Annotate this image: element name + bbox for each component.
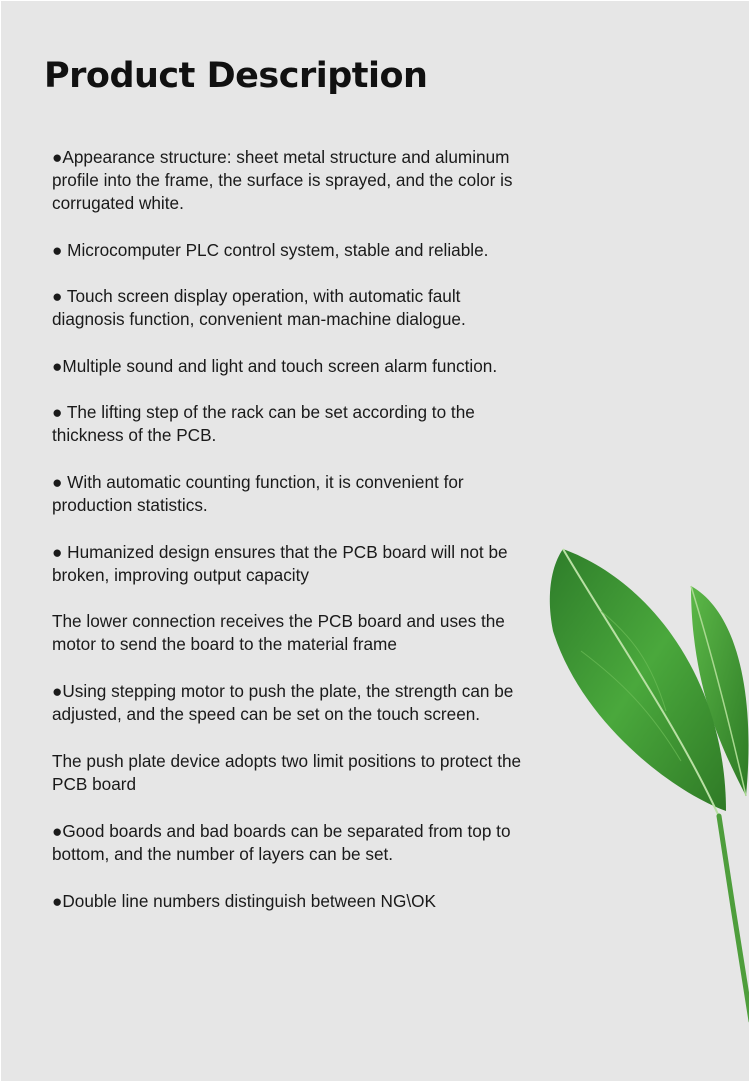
paragraph-lifting-step: ● The lifting step of the rack can be set according to the thickness of the PCB.: [52, 402, 475, 445]
paragraph-touch-screen: ● Touch screen display operation, with automatic fault diagnosis function, convenient man-machine dialogue.: [52, 286, 466, 329]
paragraph-plc-control: ● Microcomputer PLC control system, stable and reliable.: [52, 240, 489, 260]
paragraph-good-bad-boards: ●Good boards and bad boards can be separated from top to bottom, and the number of layers can be set.: [52, 821, 511, 864]
paragraph-alarm: ●Multiple sound and light and touch screen alarm function.: [52, 356, 498, 376]
paragraph-stepping-motor: ●Using stepping motor to push the plate, the strength can be adjusted, and the speed can be set on the touch screen.: [52, 681, 514, 724]
paragraph-push-plate: The push plate device adopts two limit positions to protect the PCB board: [52, 751, 522, 794]
product-description-page: [1, 1, 749, 1081]
green-leaf-image: [541, 541, 749, 1031]
paragraph-lower-connection: The lower connection receives the PCB board and uses the motor to send the board to the material frame: [52, 611, 505, 654]
paragraph-humanized-design: ● Humanized design ensures that the PCB board will not be broken, improving output capacity: [52, 542, 508, 585]
paragraph-appearance: ●Appearance structure: sheet metal structure and aluminum profile into the frame, the surface is sprayed, and the color is corrugated white.: [52, 147, 513, 213]
paragraph-counting: ● With automatic counting function, it is convenient for production statistics.: [52, 472, 464, 515]
paragraph-line-numbers: ●Double line numbers distinguish between NG\OK: [52, 891, 436, 911]
page-title: Product Description: [44, 56, 428, 96]
